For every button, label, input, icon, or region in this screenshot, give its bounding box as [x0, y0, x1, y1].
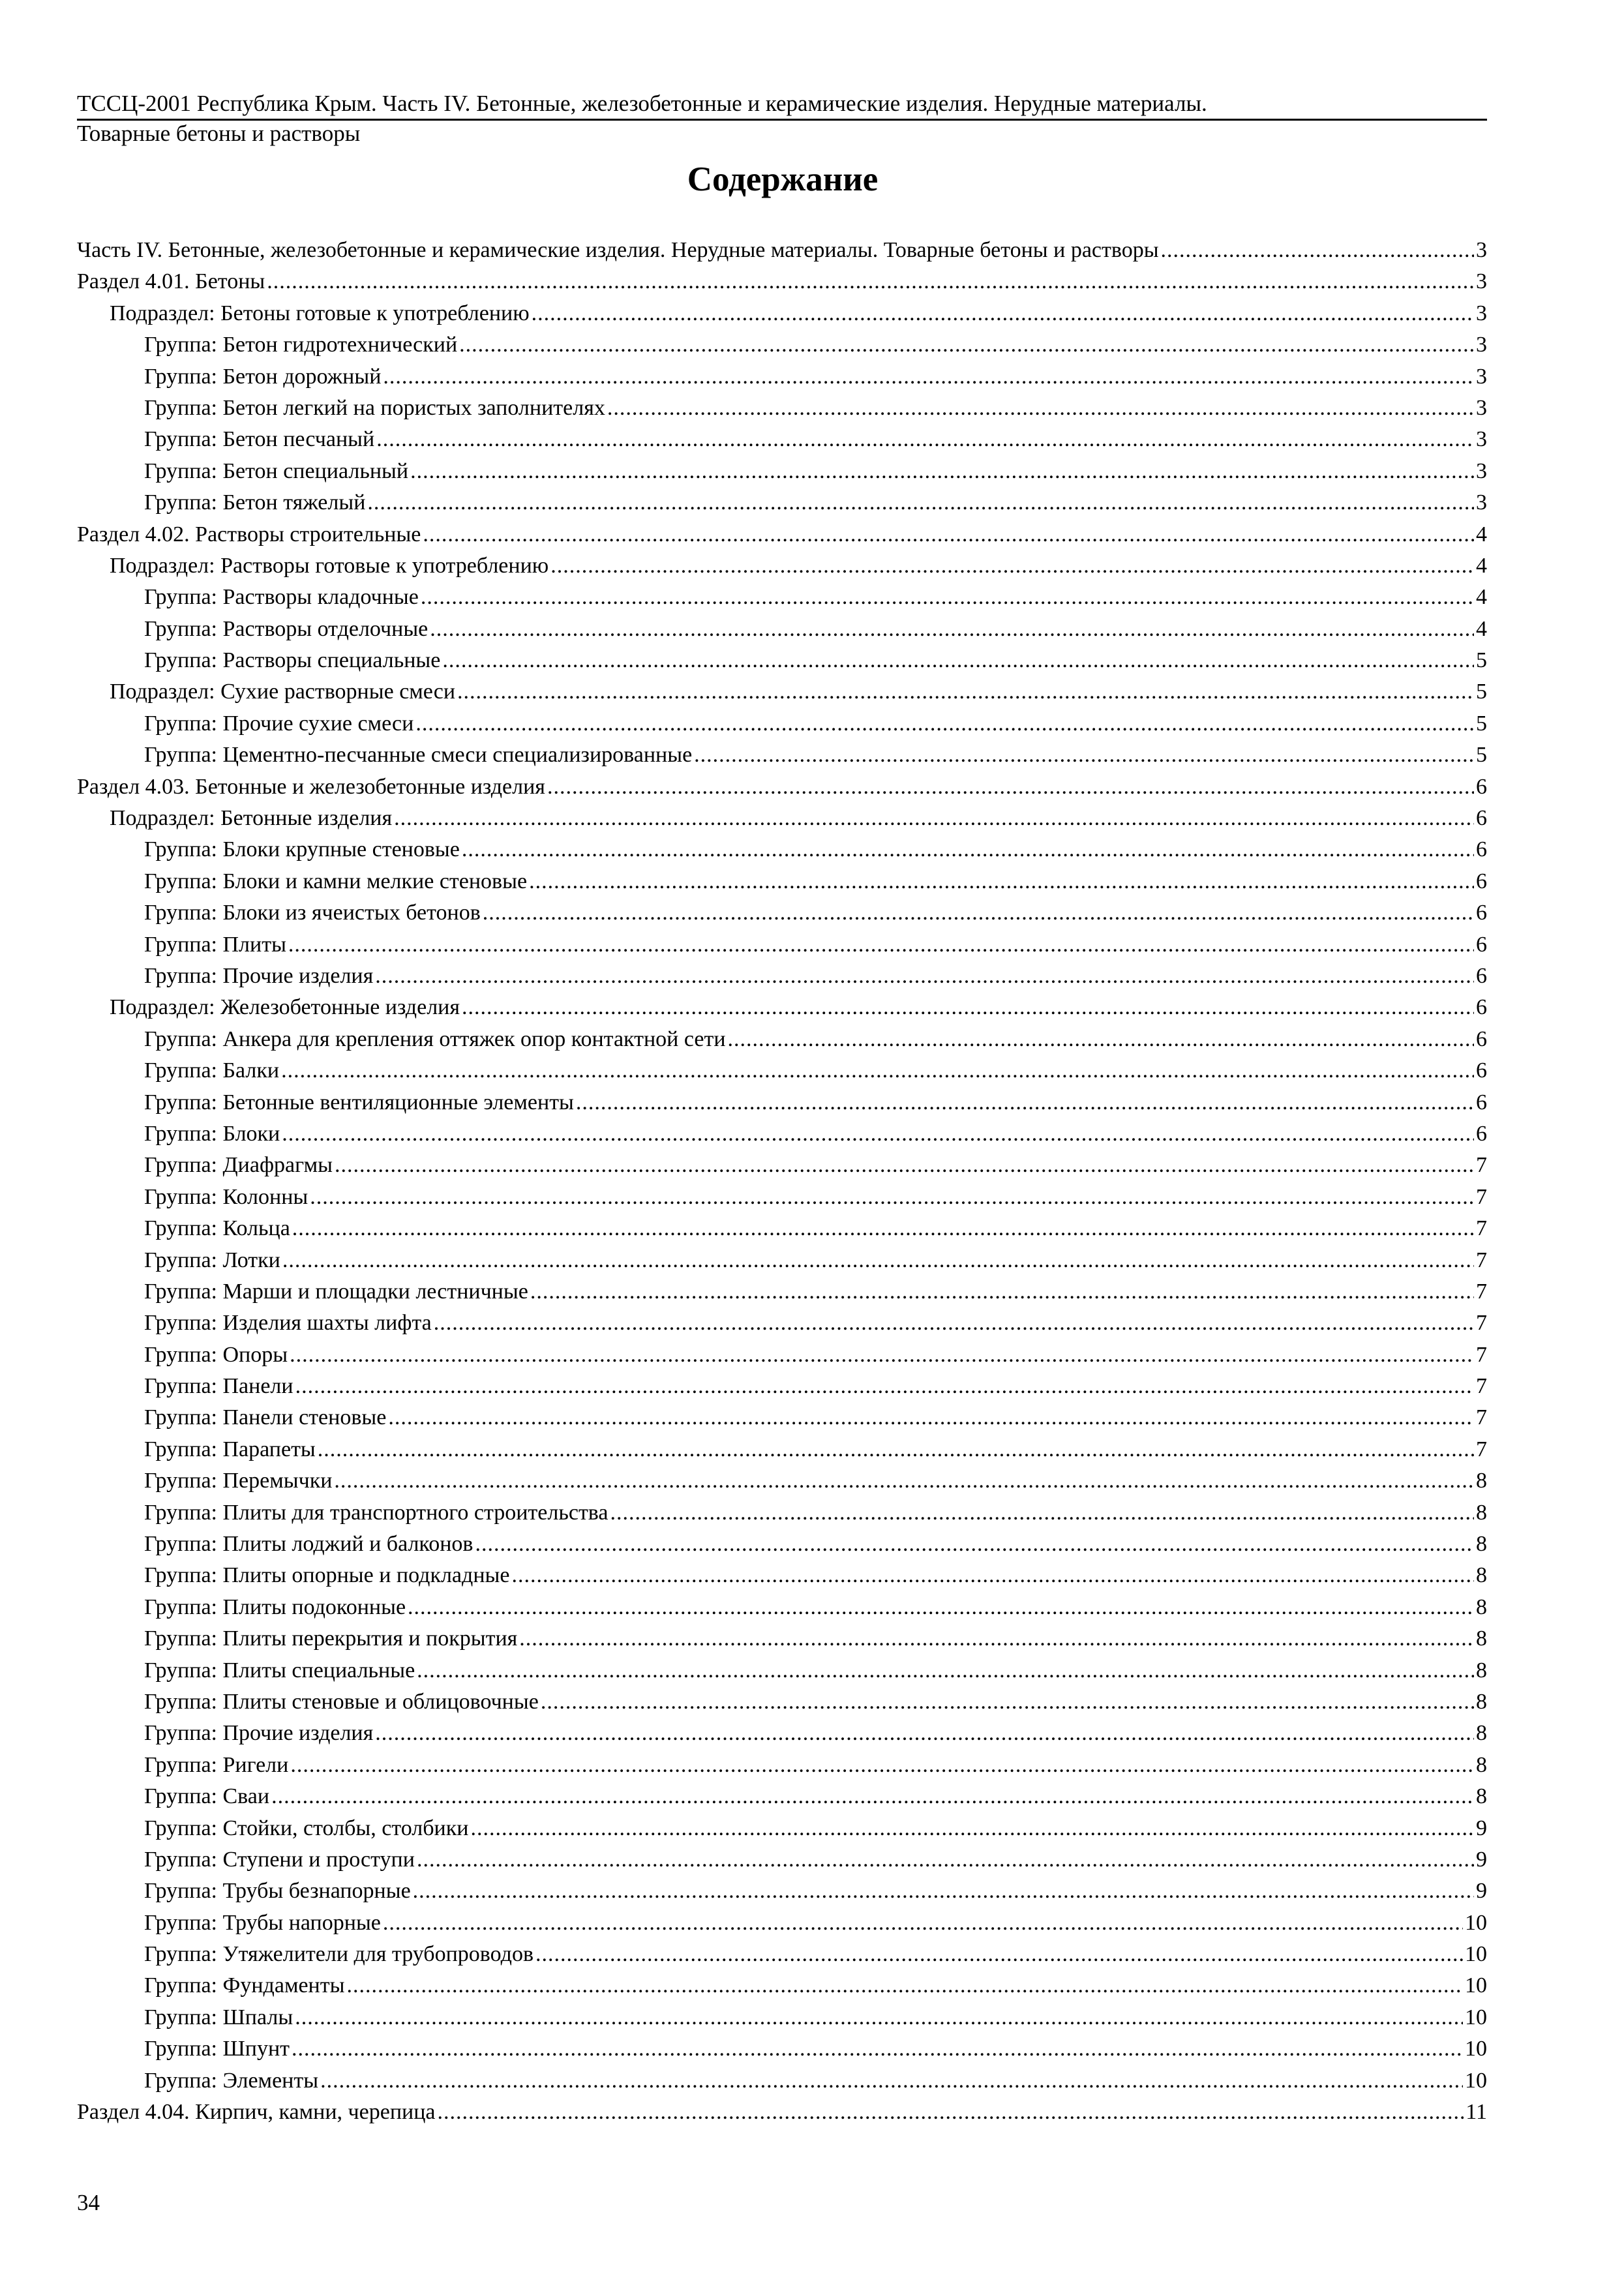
toc-dot-leader — [408, 1592, 1474, 1623]
toc-entry-page: 10 — [1465, 2068, 1487, 2093]
toc-entry-page: 7 — [1476, 1216, 1487, 1241]
toc-entry[interactable] — [77, 1560, 1487, 1591]
toc-entry-page: 6 — [1476, 774, 1487, 799]
toc-entry-title: Группа: Опоры — [144, 1342, 288, 1367]
toc-entry-title: Группа: Плиты специальные — [144, 1658, 415, 1683]
running-header-line-1: ТССЦ-2001 Республика Крым. Часть IV. Бетонные, железобетонные и керамические изделия. Нерудные материалы. — [77, 91, 1207, 116]
toc-entry-title: Раздел 4.02. Растворы строительные — [77, 522, 421, 546]
toc-dot-leader — [388, 1402, 1474, 1433]
toc-dot-leader — [394, 803, 1474, 834]
toc-entry-page: 5 — [1476, 648, 1487, 673]
toc-entry-page: 8 — [1476, 1532, 1487, 1557]
running-header-line-2: Товарные бетоны и растворы — [77, 121, 361, 146]
toc-entry-page: 6 — [1476, 837, 1487, 862]
page-number: 34 — [77, 2190, 100, 2215]
toc-entry[interactable] — [77, 2033, 1487, 2065]
toc-entry-title: Группа: Трубы безнапорные — [144, 1879, 411, 1904]
toc-entry-title: Группа: Растворы отделочные — [144, 616, 429, 641]
toc-entry-page: 6 — [1476, 1058, 1487, 1083]
toc-dot-leader — [519, 1623, 1474, 1654]
toc-entry-title: Группа: Стойки, столбы, столбики — [144, 1816, 469, 1840]
toc-dot-leader — [271, 1781, 1474, 1812]
toc-entry-title: Группа: Бетон тяжелый — [144, 490, 366, 515]
toc-entry[interactable] — [77, 1402, 1487, 1433]
toc-entry-page: 6 — [1476, 995, 1487, 1020]
toc-dot-leader — [532, 298, 1474, 329]
toc-entry-page: 6 — [1476, 963, 1487, 988]
toc-entry[interactable] — [77, 1465, 1487, 1497]
toc-entry[interactable] — [77, 361, 1487, 393]
toc-entry-title: Группа: Кольца — [144, 1216, 290, 1241]
toc-entry-title: Группа: Трубы напорные — [144, 1910, 381, 1935]
toc-entry[interactable] — [77, 519, 1487, 550]
toc-entry[interactable] — [77, 1182, 1487, 1213]
toc-entry-page: 7 — [1476, 1437, 1487, 1461]
toc-entry-page: 8 — [1476, 1500, 1487, 1525]
toc-entry-title: Группа: Блоки крупные стеновые — [144, 837, 460, 862]
toc-entry-title: Группа: Лотки — [144, 1248, 280, 1272]
toc-entry[interactable] — [77, 2065, 1487, 2097]
toc-entry[interactable] — [77, 550, 1487, 582]
toc-entry-title: Группа: Растворы кладочные — [144, 585, 419, 610]
toc-entry[interactable] — [77, 1213, 1487, 1244]
toc-entry-title: Группа: Бетон гидротехнический — [144, 333, 458, 357]
toc-entry[interactable] — [77, 487, 1487, 518]
toc-entry-title: Группа: Бетон дорожный — [144, 364, 382, 389]
table-of-contents — [77, 235, 1487, 2128]
toc-dot-leader — [375, 1718, 1474, 1749]
toc-entry-title: Группа: Плиты перекрытия и покрытия — [144, 1626, 518, 1651]
toc-entry-page: 6 — [1476, 932, 1487, 957]
toc-dot-leader — [550, 550, 1474, 582]
toc-entry-page: 4 — [1476, 616, 1487, 641]
toc-entry-page: 7 — [1476, 1374, 1487, 1399]
toc-entry-title: Подраздел: Растворы готовые к употреблению — [110, 553, 549, 578]
toc-entry-title: Группа: Изделия шахты лифта — [144, 1311, 432, 1336]
toc-entry[interactable] — [77, 235, 1487, 266]
toc-entry[interactable] — [77, 740, 1487, 771]
toc-entry[interactable] — [77, 676, 1487, 708]
toc-entry[interactable] — [77, 708, 1487, 740]
toc-dot-leader — [1161, 235, 1474, 266]
toc-entry-page: 5 — [1476, 711, 1487, 736]
toc-entry[interactable] — [77, 1750, 1487, 1781]
toc-dot-leader — [694, 740, 1474, 771]
toc-dot-leader — [430, 614, 1474, 645]
toc-dot-leader — [530, 1276, 1474, 1308]
toc-entry-title: Группа: Колонны — [144, 1184, 308, 1209]
toc-entry[interactable] — [77, 1245, 1487, 1276]
toc-entry-title: Группа: Плиты опорные и подкладные — [144, 1563, 510, 1588]
toc-dot-leader — [292, 2033, 1463, 2065]
toc-entry[interactable] — [77, 329, 1487, 361]
toc-entry-page: 8 — [1476, 1563, 1487, 1588]
toc-entry[interactable] — [77, 1592, 1487, 1623]
toc-entry[interactable] — [77, 1024, 1487, 1055]
toc-entry[interactable] — [77, 1529, 1487, 1560]
toc-entry-page: 3 — [1476, 395, 1487, 420]
toc-entry-title: Подраздел: Сухие растворные смеси — [110, 680, 456, 704]
toc-entry-title: Группа: Бетонные вентиляционные элементы — [144, 1090, 574, 1115]
toc-entry[interactable] — [77, 1813, 1487, 1844]
toc-entry[interactable] — [77, 1150, 1487, 1181]
toc-entry[interactable] — [77, 1371, 1487, 1402]
toc-dot-leader — [459, 329, 1474, 361]
toc-entry-page: 8 — [1476, 1626, 1487, 1651]
toc-dot-leader — [535, 1939, 1463, 1970]
toc-entry[interactable] — [77, 1655, 1487, 1686]
toc-entry-title: Группа: Плиты подоконные — [144, 1594, 406, 1619]
toc-dot-leader — [281, 1055, 1474, 1086]
toc-entry-title: Группа: Цементно-песчанные смеси специализированные — [144, 743, 693, 768]
toc-entry-title: Раздел 4.04. Кирпич, камни, черепица — [77, 2100, 436, 2125]
toc-entry[interactable] — [77, 1118, 1487, 1150]
toc-entry-page: 7 — [1476, 1342, 1487, 1367]
toc-entry-page: 4 — [1476, 522, 1487, 546]
toc-dot-leader — [421, 582, 1474, 613]
toc-entry-page: 6 — [1476, 1121, 1487, 1146]
toc-entry-page: 3 — [1476, 458, 1487, 483]
toc-entry-page: 8 — [1476, 1689, 1487, 1714]
toc-entry-page: 7 — [1476, 1311, 1487, 1336]
toc-dot-leader — [383, 1908, 1463, 1939]
page-title: Содержание — [687, 160, 879, 198]
toc-entry-page: 4 — [1476, 585, 1487, 610]
toc-dot-leader — [576, 1087, 1474, 1118]
toc-dot-leader — [417, 1844, 1474, 1876]
toc-entry-page: 7 — [1476, 1153, 1487, 1178]
toc-entry-page: 6 — [1476, 869, 1487, 893]
toc-dot-leader — [728, 1024, 1474, 1055]
toc-entry-title: Группа: Плиты для транспортного строительства — [144, 1500, 609, 1525]
toc-entry-title: Группа: Бетон специальный — [144, 458, 409, 483]
toc-entry-title: Группа: Бетон песчаный — [144, 427, 375, 452]
toc-entry-title: Группа: Блоки из ячеистых бетонов — [144, 901, 481, 925]
toc-entry[interactable] — [77, 2002, 1487, 2033]
toc-entry[interactable] — [77, 1844, 1487, 1876]
toc-dot-leader — [607, 393, 1474, 424]
toc-entry[interactable] — [77, 1276, 1487, 1308]
toc-entry[interactable] — [77, 1718, 1487, 1749]
toc-entry[interactable] — [77, 961, 1487, 992]
toc-dot-leader — [318, 1434, 1474, 1465]
toc-entry-title: Группа: Парапеты — [144, 1437, 316, 1461]
toc-entry-page: 3 — [1476, 333, 1487, 357]
toc-entry-title: Группа: Блоки и камни мелкие стеновые — [144, 869, 528, 893]
toc-entry-title: Группа: Диафрагмы — [144, 1153, 333, 1178]
toc-entry[interactable] — [77, 266, 1487, 297]
toc-entry-title: Раздел 4.03. Бетонные и железобетонные изделия — [77, 774, 545, 799]
toc-entry-page: 11 — [1466, 2100, 1487, 2125]
toc-entry[interactable] — [77, 803, 1487, 834]
toc-entry-title: Часть IV. Бетонные, железобетонные и керамические изделия. Нерудные материалы. Товарные бетоны и растворы — [77, 238, 1159, 262]
toc-dot-leader — [375, 961, 1474, 992]
toc-entry-page: 5 — [1476, 743, 1487, 768]
toc-entry-page: 10 — [1465, 1973, 1487, 1998]
toc-entry-page: 6 — [1476, 1026, 1487, 1051]
toc-entry-title: Группа: Балки — [144, 1058, 280, 1083]
toc-dot-leader — [290, 1339, 1474, 1371]
toc-entry[interactable] — [77, 771, 1487, 803]
toc-dot-leader — [470, 1813, 1474, 1844]
toc-entry-title: Группа: Бетон легкий на пористых заполнителях — [144, 395, 605, 420]
toc-entry-title: Группа: Плиты лоджий и балконов — [144, 1532, 474, 1557]
toc-entry-page: 6 — [1476, 806, 1487, 831]
toc-entry-page: 5 — [1476, 680, 1487, 704]
toc-entry-page: 6 — [1476, 901, 1487, 925]
toc-entry[interactable] — [77, 897, 1487, 929]
toc-entry[interactable] — [77, 2097, 1487, 2128]
toc-dot-leader — [310, 1182, 1474, 1213]
toc-entry-title: Группа: Утяжелители для трубопроводов — [144, 1942, 534, 1967]
toc-entry-page: 3 — [1476, 238, 1487, 262]
toc-entry-title: Группа: Прочие сухие смеси — [144, 711, 414, 736]
toc-entry-title: Подраздел: Железобетонные изделия — [110, 995, 460, 1020]
toc-dot-leader — [462, 992, 1474, 1023]
toc-entry-page: 10 — [1465, 1942, 1487, 1967]
toc-dot-leader — [320, 2065, 1463, 2097]
toc-entry[interactable] — [77, 992, 1487, 1023]
toc-entry-title: Группа: Марши и площадки лестничные — [144, 1279, 528, 1304]
toc-entry-title: Группа: Плиты стеновые и облицовочные — [144, 1689, 539, 1714]
toc-entry[interactable] — [77, 834, 1487, 865]
toc-entry-page: 9 — [1476, 1847, 1487, 1872]
toc-entry-page: 8 — [1476, 1658, 1487, 1683]
toc-entry-title: Группа: Анкера для крепления оттяжек опор контактной сети — [144, 1026, 726, 1051]
toc-entry[interactable] — [77, 1623, 1487, 1654]
toc-dot-leader — [415, 708, 1474, 740]
toc-dot-leader — [367, 487, 1474, 518]
toc-dot-leader — [462, 834, 1474, 865]
toc-entry-title: Группа: Элементы — [144, 2068, 319, 2093]
toc-dot-leader — [417, 1655, 1474, 1686]
toc-entry-page: 9 — [1476, 1879, 1487, 1904]
toc-dot-leader — [438, 2097, 1464, 2128]
toc-entry[interactable] — [77, 582, 1487, 613]
toc-dot-leader — [442, 645, 1474, 676]
toc-entry[interactable] — [77, 393, 1487, 424]
toc-entry[interactable] — [77, 929, 1487, 961]
toc-entry[interactable] — [77, 1970, 1487, 2001]
toc-dot-leader — [541, 1686, 1474, 1718]
toc-entry-page: 7 — [1476, 1279, 1487, 1304]
toc-dot-leader — [483, 897, 1474, 929]
toc-dot-leader — [434, 1308, 1474, 1339]
toc-dot-leader — [282, 1245, 1474, 1276]
toc-dot-leader — [423, 519, 1474, 550]
toc-entry-title: Подраздел: Бетоны готовые к употреблению — [110, 301, 530, 325]
toc-entry-title: Группа: Прочие изделия — [144, 1721, 374, 1746]
toc-dot-leader — [475, 1529, 1474, 1560]
toc-entry-title: Группа: Плиты — [144, 932, 286, 957]
toc-entry-title: Группа: Ригели — [144, 1752, 289, 1777]
toc-dot-leader — [376, 424, 1474, 455]
header-divider — [77, 119, 1487, 121]
toc-entry-title: Группа: Шпунт — [144, 2037, 290, 2061]
toc-entry-title: Группа: Панели — [144, 1374, 293, 1399]
toc-dot-leader — [282, 1118, 1474, 1150]
toc-entry-page: 8 — [1476, 1594, 1487, 1619]
toc-entry[interactable] — [77, 1781, 1487, 1812]
toc-dot-leader — [292, 1213, 1474, 1244]
toc-entry-page: 7 — [1476, 1248, 1487, 1272]
toc-entry-page: 8 — [1476, 1784, 1487, 1809]
toc-entry-page: 8 — [1476, 1469, 1487, 1493]
toc-entry[interactable] — [77, 1434, 1487, 1465]
toc-dot-leader — [511, 1560, 1474, 1591]
toc-dot-leader — [346, 1970, 1463, 2001]
toc-dot-leader — [335, 1150, 1474, 1181]
toc-dot-leader — [610, 1497, 1475, 1529]
toc-entry[interactable] — [77, 1497, 1487, 1529]
toc-entry-page: 3 — [1476, 364, 1487, 389]
toc-entry-title: Подраздел: Бетонные изделия — [110, 806, 393, 831]
toc-entry[interactable] — [77, 1308, 1487, 1339]
toc-dot-leader — [547, 771, 1474, 803]
toc-entry-page: 3 — [1476, 490, 1487, 515]
toc-entry[interactable] — [77, 1087, 1487, 1118]
toc-entry-title: Группа: Ступени и проступи — [144, 1847, 415, 1872]
toc-dot-leader — [334, 1465, 1474, 1497]
toc-entry[interactable] — [77, 1939, 1487, 1970]
toc-entry[interactable] — [77, 424, 1487, 455]
toc-entry-page: 3 — [1476, 427, 1487, 452]
toc-entry-title: Группа: Прочие изделия — [144, 963, 374, 988]
toc-entry-page: 6 — [1476, 1090, 1487, 1115]
toc-entry[interactable] — [77, 1686, 1487, 1718]
toc-entry-page: 4 — [1476, 553, 1487, 578]
toc-dot-leader — [457, 676, 1474, 708]
toc-entry-title: Группа: Растворы специальные — [144, 648, 441, 673]
toc-entry-page: 8 — [1476, 1752, 1487, 1777]
toc-entry[interactable] — [77, 298, 1487, 329]
toc-entry-page: 10 — [1465, 2005, 1487, 2029]
toc-dot-leader — [290, 1750, 1474, 1781]
toc-entry-title: Группа: Блоки — [144, 1121, 280, 1146]
toc-dot-leader — [288, 929, 1474, 961]
toc-entry-title: Раздел 4.01. Бетоны — [77, 269, 265, 294]
toc-entry[interactable] — [77, 1908, 1487, 1939]
toc-dot-leader — [410, 456, 1474, 487]
toc-entry-page: 9 — [1476, 1816, 1487, 1840]
toc-entry-page: 3 — [1476, 301, 1487, 325]
toc-entry[interactable] — [77, 614, 1487, 645]
toc-entry[interactable] — [77, 1876, 1487, 1907]
toc-entry-title: Группа: Перемычки — [144, 1469, 333, 1493]
toc-entry-page: 7 — [1476, 1405, 1487, 1430]
toc-dot-leader — [529, 866, 1474, 897]
toc-entry-title: Группа: Сваи — [144, 1784, 270, 1809]
toc-entry-page: 8 — [1476, 1721, 1487, 1746]
toc-entry[interactable] — [77, 1339, 1487, 1371]
toc-dot-leader — [267, 266, 1474, 297]
toc-entry-title: Группа: Панели стеновые — [144, 1405, 387, 1430]
toc-entry-page: 10 — [1465, 2037, 1487, 2061]
toc-dot-leader — [413, 1876, 1474, 1907]
toc-entry-page: 10 — [1465, 1910, 1487, 1935]
toc-entry[interactable] — [77, 866, 1487, 897]
toc-entry[interactable] — [77, 1055, 1487, 1086]
toc-dot-leader — [383, 361, 1474, 393]
toc-entry-page: 3 — [1476, 269, 1487, 294]
toc-dot-leader — [295, 1371, 1474, 1402]
toc-entry-title: Группа: Фундаменты — [144, 1973, 345, 1998]
toc-entry[interactable] — [77, 645, 1487, 676]
toc-dot-leader — [295, 2002, 1463, 2033]
toc-entry-page: 7 — [1476, 1184, 1487, 1209]
toc-entry-title: Группа: Шпалы — [144, 2005, 293, 2029]
toc-entry[interactable] — [77, 456, 1487, 487]
